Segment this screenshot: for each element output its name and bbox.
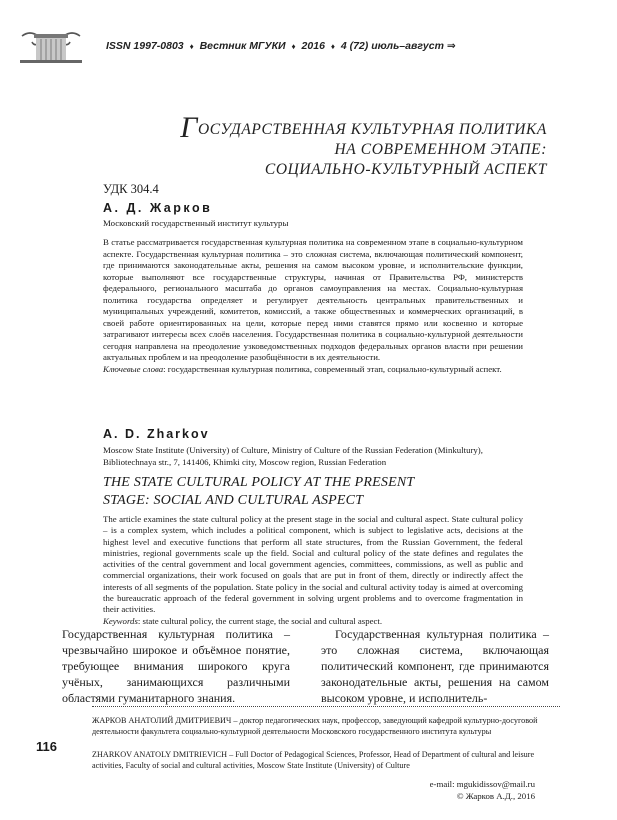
issn: ISSN 1997-0803 xyxy=(106,40,184,52)
author-bio-ru-name: ЖАРКОВ АНАТОЛИЙ ДМИТРИЕВИЧ xyxy=(92,716,232,725)
arrow-icon: ⇒ xyxy=(446,40,456,52)
article-title-en xyxy=(103,474,523,510)
keywords-label-ru: Ключевые слова xyxy=(103,364,164,375)
contact-block xyxy=(430,779,535,802)
footnote-divider xyxy=(92,706,560,707)
keywords-label-en: Keywords xyxy=(103,615,138,626)
author-email[interactable]: e-mail: mgukidissov@mail.ru xyxy=(429,779,535,789)
bullet-separator: ♦ xyxy=(330,42,335,51)
journal-header xyxy=(20,30,600,70)
title-line-3: СОЦИАЛЬНО-КУЛЬТУРНЫЙ АСПЕКТ xyxy=(264,161,547,178)
title-drop-cap: Г xyxy=(180,111,198,144)
abstract-ru-text: В статье рассматривается государственная культурная политика на современном этапе в социально-культурном аспекте. Государственная культурная политика – это сложная система, включающая политический компонент, где принимаются законодательные акты, решения на самом высоком уровне, и исполнительские функции, которые выполняют все государственные структуры, начиная от Правительства РФ, министерств федерального, регионального масштаба до органов самоуправления на местах. Социально-культурная политика государства определяет и регулирует деятельность центральных правительственных и муниципальных учреждений, комитетов, комиссий, а также общественных и коммерческих организаций, в своей работе ориентированных на цели, которые перед ними ставятся прямо или косвенно и которые затрагивают интересы всех слоёв населения. Государственная политика в социально-культурной деятельности сегодня направлена на преодоление узковедомственных подходов федеральных органов власти при решении актуальных проблем и на преодоление разобщённости в их деятельности. xyxy=(103,237,523,363)
author-bio-ru-text: – доктор педагогических наук, профессор, заведующий кафедрой культурно-досуговой деятельности факультета социально-культурной деятельности Московского государственного института культуры xyxy=(92,716,538,736)
keywords-ru: : государственная культурная политика, современный этап, социально-культурный аспект. xyxy=(163,364,502,375)
abstract-en xyxy=(103,514,523,627)
column-capital-icon xyxy=(20,30,82,66)
udk-code: УДК 304.4 xyxy=(103,182,159,196)
abstract-ru xyxy=(103,237,523,376)
title-en-line-1: THE STATE CULTURAL POLICY AT THE PRESENT xyxy=(103,475,415,490)
body-column-right: Государственная культурная политика – это сложная система, включающая политический компонент, где принимаются законодательные акты, решения на самом высоком уровне, и исполнитель- xyxy=(321,627,549,705)
author-affiliation-en: Moscow State Institute (University) of Culture, Ministry of Culture of the Russian Federation (Minkultury), Bibliotechnaya str., 7, 141406, Khimki city, Moscow region, Russian Federation xyxy=(103,445,483,467)
journal-name: Вестник МГУКИ xyxy=(199,40,286,52)
author-name-en: A. D. Zharkov xyxy=(103,427,210,441)
journal-header-text xyxy=(106,40,456,52)
title-en-line-2: STAGE: SOCIAL AND CULTURAL ASPECT xyxy=(103,493,364,508)
author-bio-ru xyxy=(92,716,552,737)
title-line-2: НА СОВРЕМЕННОМ ЭТАПЕ: xyxy=(334,141,547,158)
bullet-separator: ♦ xyxy=(291,42,296,51)
keywords-en: : state cultural policy, the current stage, the social and cultural aspect. xyxy=(137,615,383,626)
article-title xyxy=(127,111,547,180)
author-bio-en-name: ZHARKOV ANATOLY DMITRIEVICH xyxy=(92,750,228,759)
body-column-left: Государственная культурная политика – чрезвычайно широкое и объёмное понятие, требующее внимания широкого круга учёных, занимающихся различными областями гуманитарного знания. xyxy=(62,627,290,705)
issue: 4 (72) июль–август xyxy=(340,40,444,52)
bullet-separator: ♦ xyxy=(189,42,194,51)
copyright: © Жарков А.Д., 2016 xyxy=(456,790,535,801)
author-affiliation-ru: Московский государственный институт культуры xyxy=(103,218,289,228)
title-line-1-text: ОСУДАРСТВЕННАЯ КУЛЬТУРНАЯ ПОЛИТИКА xyxy=(197,121,547,138)
abstract-en-text: The article examines the state cultural policy at the present stage in the social and cultural aspect. State cultural policy – is a complex system, which includes a political component, which is subject to legislative acts, decisions at the highest level and executive functions that perform all state structures, from the Russian Government, the federal ministries, regional governments scale up the field. Social and cultural policy of the state defines and regulates the activities of the central government and local government agencies, committees, commissions, as well as public and commercial organizations, their work focused on goals that are put in front of them, directly or indirectly affect the interests of all segments of the population. State policy in the social and cultural activity today is aimed at overcoming the bureaucratic approach of the federal government in solving urgent problems and to overcome fragmentation in their activities. xyxy=(103,514,523,615)
title-line-1 xyxy=(127,111,547,144)
author-name-ru: А. Д. Жарков xyxy=(103,201,213,215)
author-bio-en-text: – Full Doctor of Pedagogical Sciences, Professor, Head of Department of cultural and leisure activities, Faculty of social and cultural activities, Moscow State Institute (University) of Culture xyxy=(92,750,535,770)
page-number: 116 xyxy=(36,739,57,754)
year: 2016 xyxy=(301,40,325,52)
author-bio-en xyxy=(92,750,552,771)
